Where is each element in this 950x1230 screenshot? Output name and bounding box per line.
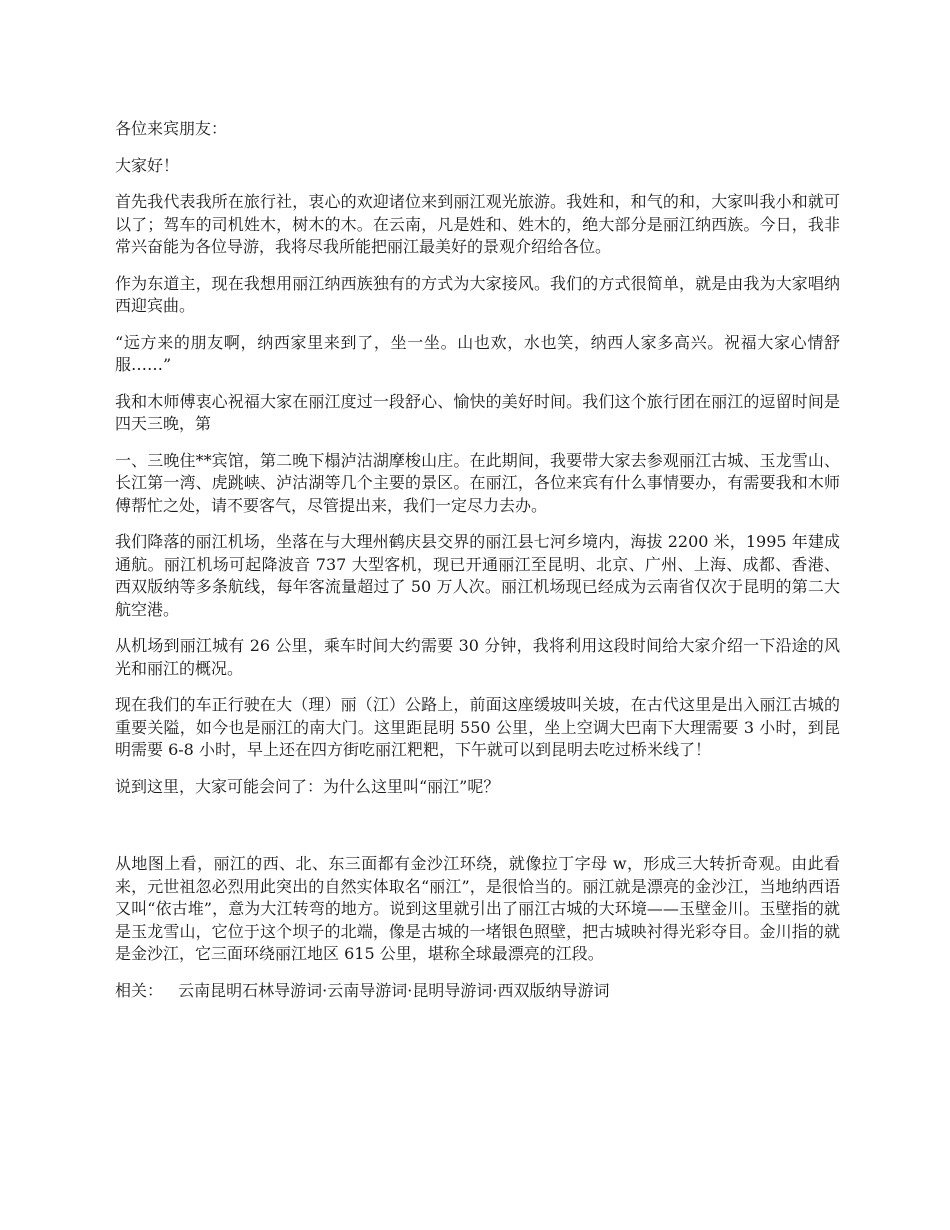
related-separator: · bbox=[492, 980, 498, 1000]
greeting-hello: 大家好！ bbox=[115, 155, 180, 175]
question-paragraph: 说到这里，大家可能会问了：为什么这里叫“丽江”呢？ bbox=[115, 776, 500, 796]
airport-paragraph: 我们降落的丽江机场，坐落在与大理州鹤庆县交界的丽江县七河乡境内，海拔 2200 米，1995 年建成通航。丽江机场可起降波音 737 大型客机，现已开通丽江至昆明、北京、广州、上海、成都、香港、西双版纳等多条航线，每年客流量超过了 50 万人次。丽江机场现已经成为云南省仅次于昆明的第二大航空港。 bbox=[115, 532, 840, 619]
intro-paragraph: 首先我代表我所在旅行社，衷心的欢迎诸位来到丽江观光旅游。我姓和，和气的和，大家叫我小和就可以了；驾车的司机姓木，树木的木。在云南，凡是姓和、姓木的，绝大部分是丽江纳西族。今日，我非常兴奋能为各位导游，我将尽我所能把丽江最美好的景观介绍给各位。 bbox=[115, 192, 840, 256]
related-label: 相关： bbox=[115, 980, 164, 1000]
greeting-salutation: 各位来宾朋友： bbox=[115, 119, 228, 138]
song-lyrics-paragraph: “远方来的朋友啊，纳西家里来到了，坐一坐。山也欢，水也笑，纳西人家多高兴。祝福大家心情舒服……” bbox=[115, 332, 840, 374]
related-link-kunming[interactable]: 昆明导游词 bbox=[412, 980, 493, 1000]
route-paragraph: 从机场到丽江城有 26 公里，乘车时间大约需要 30 分钟，我将利用这段时间给大家介绍一下沿途的风光和丽江的概况。 bbox=[115, 636, 840, 678]
related-link-yunnan[interactable]: 云南导游词 bbox=[327, 980, 408, 1000]
related-link-shilin[interactable]: 云南昆明石林导游词 bbox=[178, 980, 323, 1000]
accommodation-paragraph: 一、三晚住**宾馆，第二晚下榻泸沽湖摩梭山庄。在此期间，我要带大家去参观丽江古城、玉龙雪山、长江第一湾、虎跳峡、泸沽湖等几个主要的景区。在丽江，各位来宾有什么事情要办，有需要我和木师傅帮忙之处，请不要客气，尽管提出来，我们一定尽力去办。 bbox=[115, 450, 840, 515]
related-separator: · bbox=[407, 980, 413, 1000]
itinerary-paragraph: 我和木师傅衷心祝福大家在丽江度过一段舒心、愉快的美好时间。我们这个旅行团在丽江的逗留时间是四天三晚，第 bbox=[115, 391, 840, 433]
document-body bbox=[115, 118, 840, 1002]
related-link-xishuangbanna[interactable]: 西双版纳导游词 bbox=[497, 980, 610, 1000]
related-separator: · bbox=[322, 980, 328, 1000]
guanpo-paragraph: 现在我们的车正行驶在大（理）丽（江）公路上，前面这座缓坡叫关坡，在古代这里是出入丽江古城的重要关隘，如今也是丽江的南大门。这里距昆明 550 公里，坐上空调大巴南下大理需要 3 小时，到昆明需要 6-8 小时，早上还在四方街吃丽江粑粑，下午就可以到昆明去吃过桥米线了！ bbox=[115, 695, 840, 759]
welcome-song-paragraph: 作为东道主，现在我想用丽江纳西族独有的方式为大家接风。我们的方式很简单，就是由我为大家唱纳西迎宾曲。 bbox=[115, 273, 840, 315]
related-links bbox=[115, 980, 840, 1003]
jinsha-river-paragraph: 从地图上看，丽江的西、北、东三面都有金沙江环绕，就像拉丁字母 w，形成三大转折奇观。由此看来，元世祖忽必烈用此突出的自然实体取名“丽江”，是很恰当的。丽江就是漂亮的金沙江，当地纳西语又叫“依古堆”，意为大江转弯的地方。说到这里就引出了丽江古城的大环境——玉壁金川。玉壁指的就是玉龙雪山，它位于这个坝子的北端，像是古城的一堵银色照壁，把古城映衬得光彩夺目。金川指的就是金沙江，它三面环绕丽江地区 615 公里，堪称全球最漂亮的江段。 bbox=[115, 854, 840, 963]
